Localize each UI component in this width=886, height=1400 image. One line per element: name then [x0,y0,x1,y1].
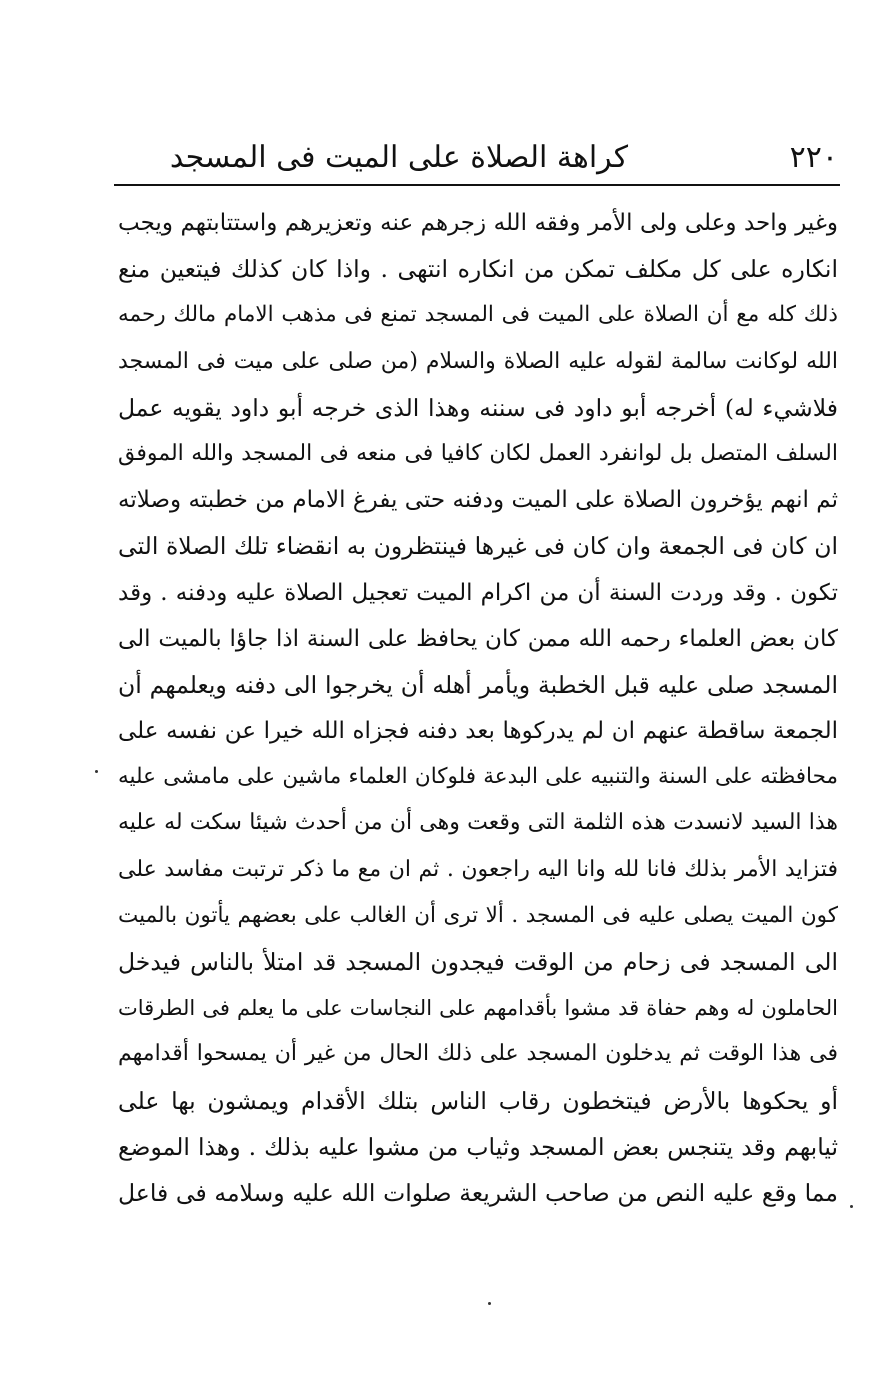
text-line: فى هذا الوقت ثم يدخلون المسجد على ذلك الحال من غير أن يمسحوا أقدامهم [118,1041,838,1067]
body-text [118,200,838,1216]
scan-speck [850,1205,853,1208]
page-header [118,140,838,186]
text-line: الى المسجد فى زحام من الوقت فيجدون المسجد قد امتلأ بالناس فيدخل [118,948,838,976]
text-line: الله لوكانت سالمة لقوله عليه الصلاة والسلام (من صلى على ميت فى المسجد [118,348,838,374]
text-line: الحاملون له وهم حفاة قد مشوا بأقدامهم على النجاسات على ما يعلم فى الطرقات [118,996,838,1021]
text-line: ثيابهم وقد يتنجس بعض المسجد وثياب من مشوا عليه بذلك . وهذا الموضع [118,1132,838,1161]
text-line: مما وقع عليه النص من صاحب الشريعة صلوات الله عليه وسلامه فى فاعل [118,1178,838,1207]
text-line: كون الميت يصلى عليه فى المسجد . ألا ترى أن الغالب على بعضهم يأتون بالميت [118,902,838,928]
scan-speck [95,770,98,773]
text-line: السلف المتصل بل لوانفرد العمل لكان كافيا فى منعه فى المسجد والله الموفق [118,440,838,466]
text-line: الجمعة ساقطة عنهم ان لم يدركوها بعد دفنه فجزاه الله خيرا عن نفسه على [118,718,838,745]
text-line: هذا السيد لانسدت هذه الثلمة التى وقعت وهى أن من أحدث شيئا سكت له عليه [118,810,838,836]
text-line: ذلك كله مع أن الصلاة على الميت فى المسجد تمنع فى مذهب الامام مالك رحمه [118,302,838,328]
text-line: ان كان فى الجمعة وان كان فى غيرها فينتظرون به انقضاء تلك الصلاة التى [118,532,838,561]
scan-speck [488,1302,491,1305]
running-title: كراهة الصلاة على الميت فى المسجد [169,140,628,175]
text-line: فلاشيء له) أخرجه أبو داود فى سننه وهذا الذى خرجه أبو داود يقويه عمل [118,393,838,422]
page-number: ٢٢٠ [789,140,838,175]
text-line: تكون . وقد وردت السنة أن من اكرام الميت تعجيل الصلاة عليه ودفنه . وقد [118,579,838,606]
text-line: وغير واحد وعلى ولى الأمر وفقه الله زجرهم عنه وتعزيرهم واستتابتهم ويجب [118,210,838,236]
text-line: محافظته على السنة والتنبيه على البدعة فلوكان العلماء ماشين على مامشى عليه [118,764,838,790]
text-line: كان بعض العلماء رحمه الله ممن كان يحافظ على السنة اذا جاؤا بالميت الى [118,625,838,652]
text-line: المسجد صلى عليه قبل الخطبة ويأمر أهله أن يخرجوا الى دفنه ويعلمهم أن [118,670,838,699]
text-line: فتزايد الأمر بذلك فانا لله وانا اليه راجعون . ثم ان مع ما ذكر ترتبت مفاسد على [118,856,838,882]
text-line: انكاره على كل مكلف تمكن من انكاره انتهى . واذا كان كذلك فيتعين منع [118,255,838,284]
text-line: ثم انهم يؤخرون الصلاة على الميت ودفنه حتى يفرغ الامام من خطبته وصلاته [118,487,838,514]
text-line: أو يحكوها بالأرض فيتخطون رقاب الناس بتلك الأقدام ويمشون بها على [118,1086,838,1115]
header-rule [114,184,840,186]
